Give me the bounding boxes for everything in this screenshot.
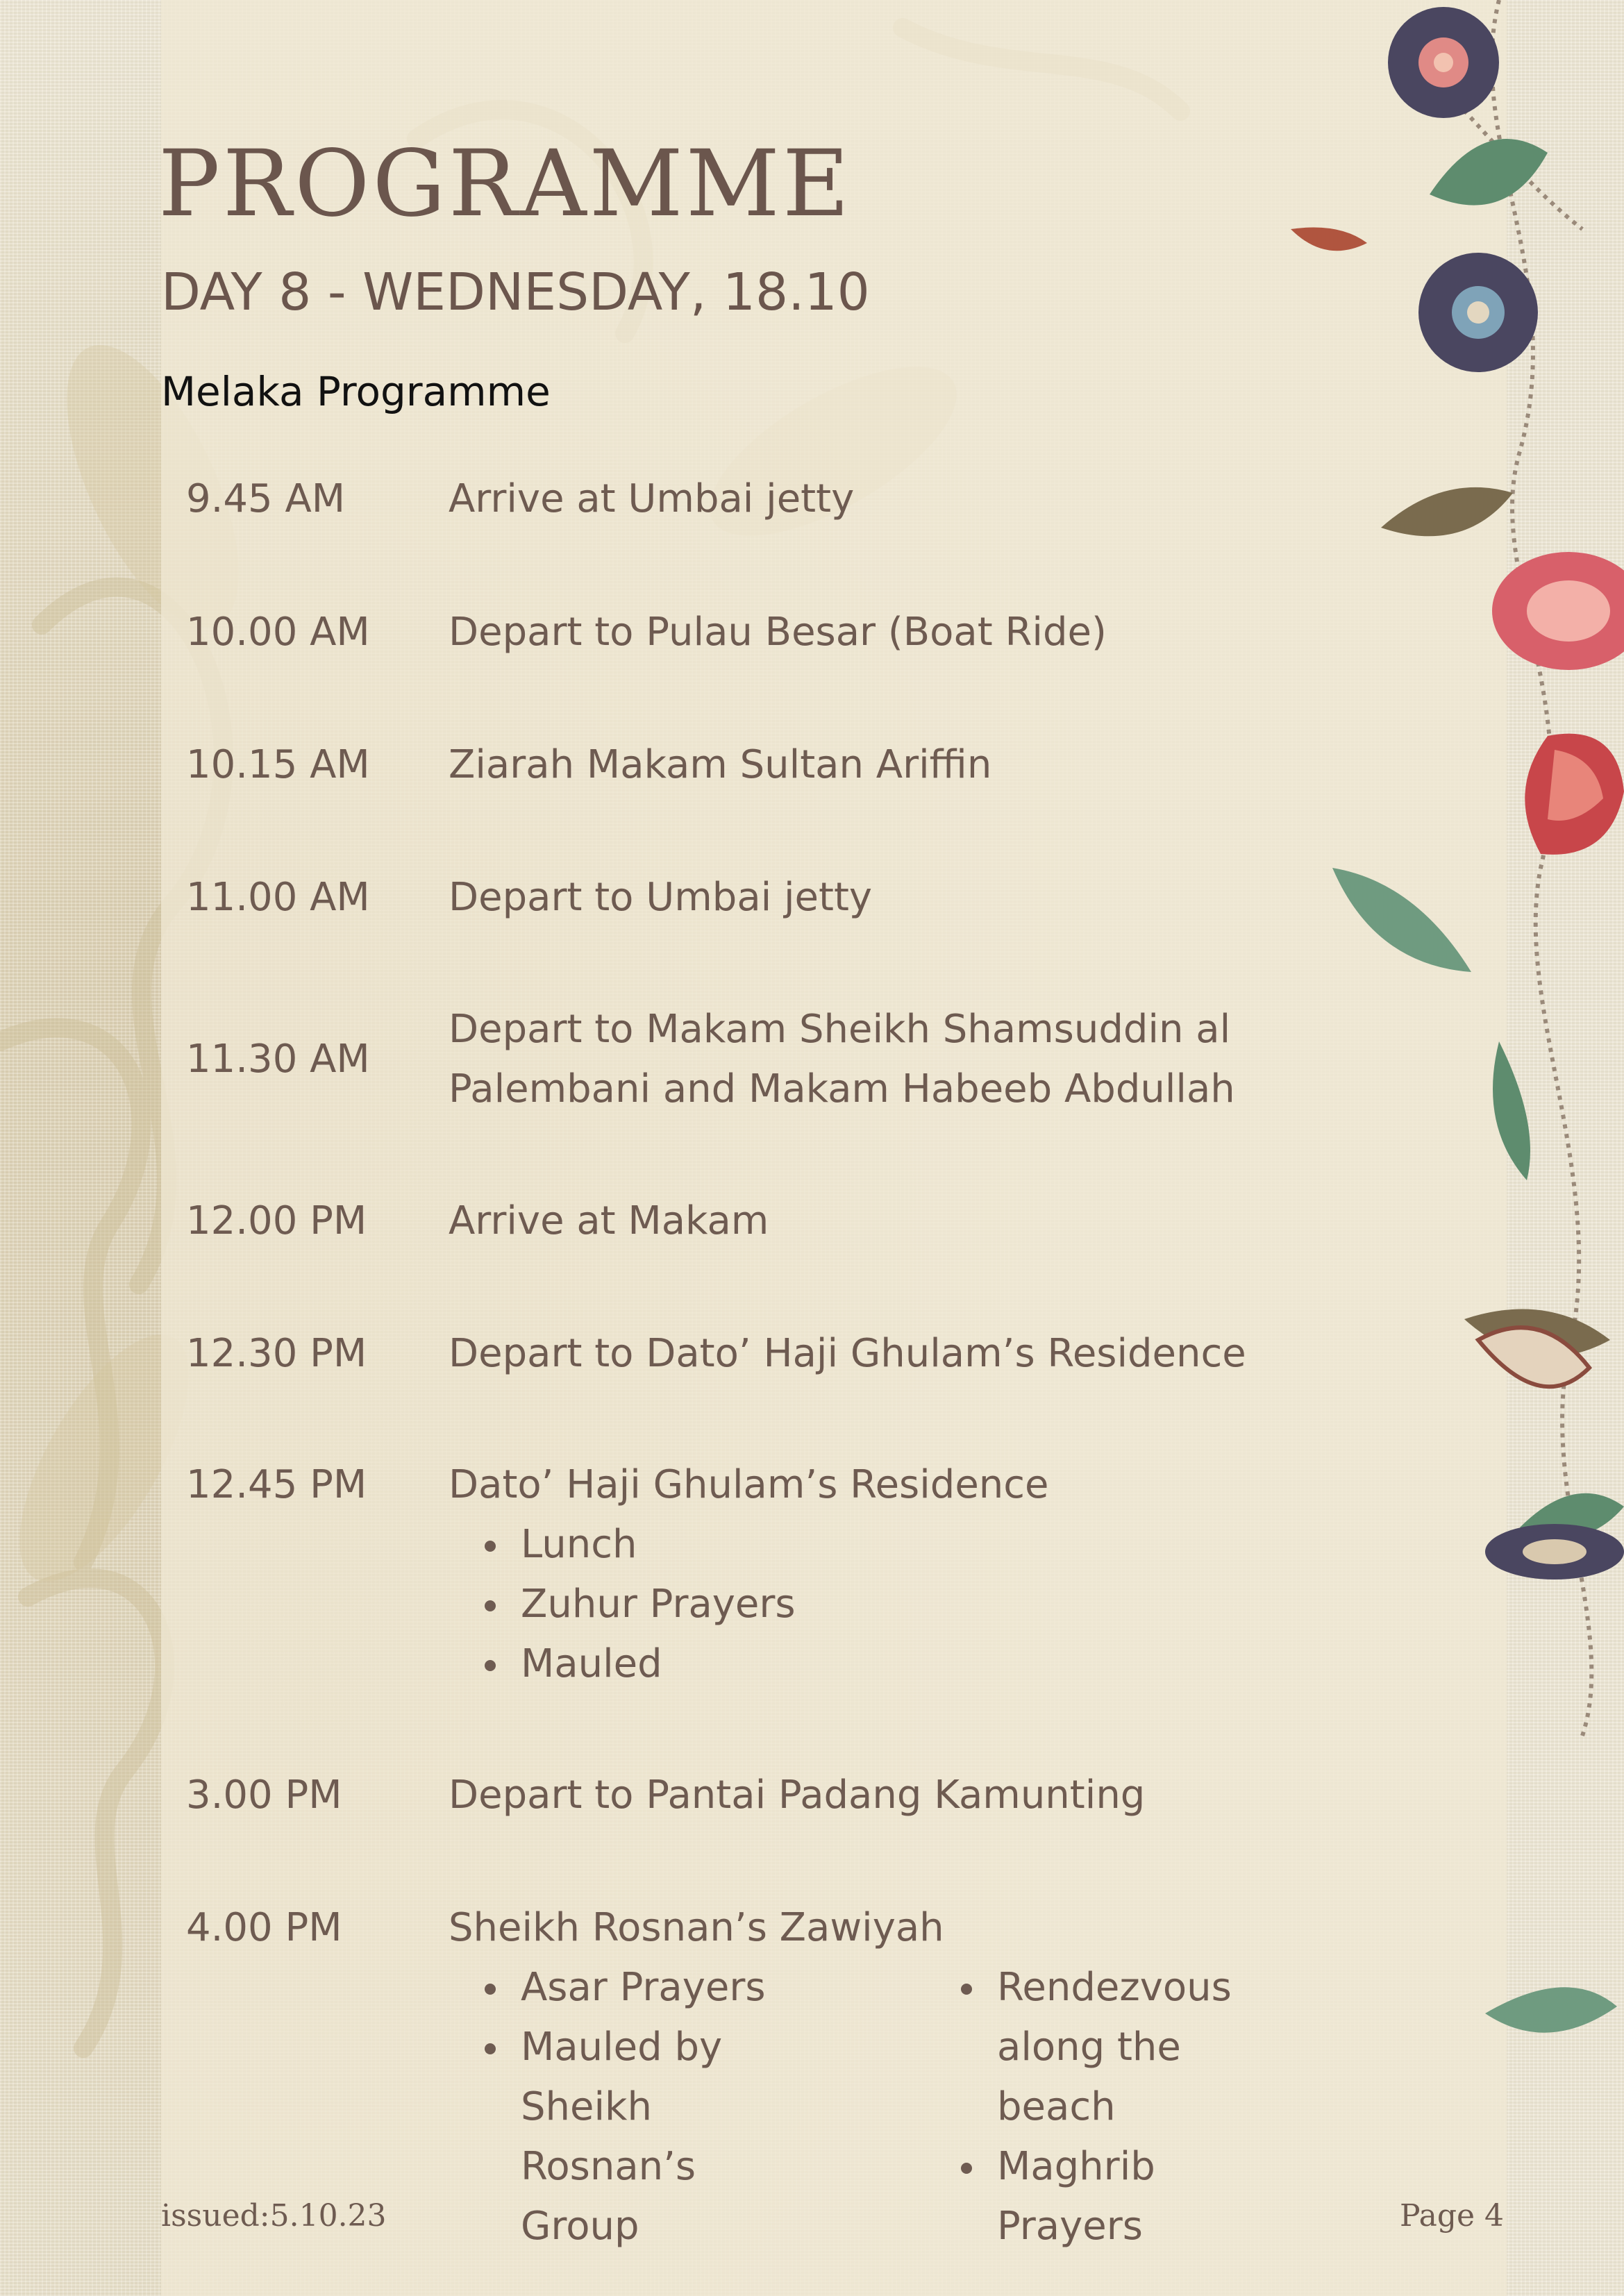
list-item: Asar Prayers	[449, 1958, 925, 2018]
schedule-sublist	[925, 1958, 1232, 2256]
schedule-event: Depart to Pulau Besar (Boat Ride)	[449, 610, 1107, 655]
schedule-time: 11.00 AM	[186, 875, 370, 920]
schedule-event: Depart to Pantai Padang Kamunting	[449, 1773, 1146, 1818]
schedule-sublist-columns	[449, 1958, 1296, 2256]
schedule-sublist	[449, 1958, 925, 2256]
day-heading: DAY 8 - WEDNESDAY, 18.10	[161, 262, 870, 322]
schedule-event: Ziarah Makam Sultan Ariffin	[449, 742, 992, 787]
schedule-time: 9.45 AM	[186, 476, 346, 521]
schedule-time: 11.30 AM	[186, 1037, 370, 1082]
schedule-event	[449, 1898, 1296, 2256]
schedule-event-title: Dato’ Haji Ghulam’s Residence	[449, 1462, 1049, 1507]
list-item: Mauled by Sheikh Rosnan’s Group	[449, 2018, 798, 2256]
schedule-time: 10.15 AM	[186, 742, 370, 787]
schedule-event-title: Sheikh Rosnan’s Zawiyah	[449, 1905, 944, 1950]
list-item: Mauled	[449, 1634, 1296, 1694]
page-number: Page 4	[1400, 2198, 1505, 2234]
schedule-event: Arrive at Umbai jetty	[449, 476, 855, 521]
schedule-event: Depart to Dato’ Haji Ghulam’s Residence	[449, 1331, 1246, 1376]
list-item: Maghrib Prayers	[925, 2137, 1205, 2256]
schedule-time: 12.00 PM	[186, 1198, 367, 1243]
schedule-time: 3.00 PM	[186, 1773, 342, 1818]
page-title: PROGRAMME	[158, 131, 853, 237]
list-item: Zuhur Prayers	[449, 1575, 1296, 1634]
list-item: Lunch	[449, 1515, 1296, 1575]
schedule-time: 10.00 AM	[186, 610, 370, 655]
schedule-event	[449, 1455, 1296, 1694]
schedule-event: Depart to Umbai jetty	[449, 875, 873, 920]
list-item: Rendezvous along the beach	[925, 1958, 1205, 2137]
floral-border-decoration	[1291, 0, 1624, 2296]
section-heading: Melaka Programme	[161, 368, 551, 415]
issued-date: issued:5.10.23	[161, 2198, 387, 2234]
schedule-event: Depart to Makam Sheikh Shamsuddin al Palembani and Makam Habeeb Abdullah	[449, 1007, 1235, 1112]
schedule-time: 12.45 PM	[186, 1462, 367, 1507]
schedule-time: 12.30 PM	[186, 1331, 367, 1376]
schedule-time: 4.00 PM	[186, 1905, 342, 1950]
schedule-event: Arrive at Makam	[449, 1198, 769, 1243]
schedule-sublist	[449, 1515, 1296, 1694]
